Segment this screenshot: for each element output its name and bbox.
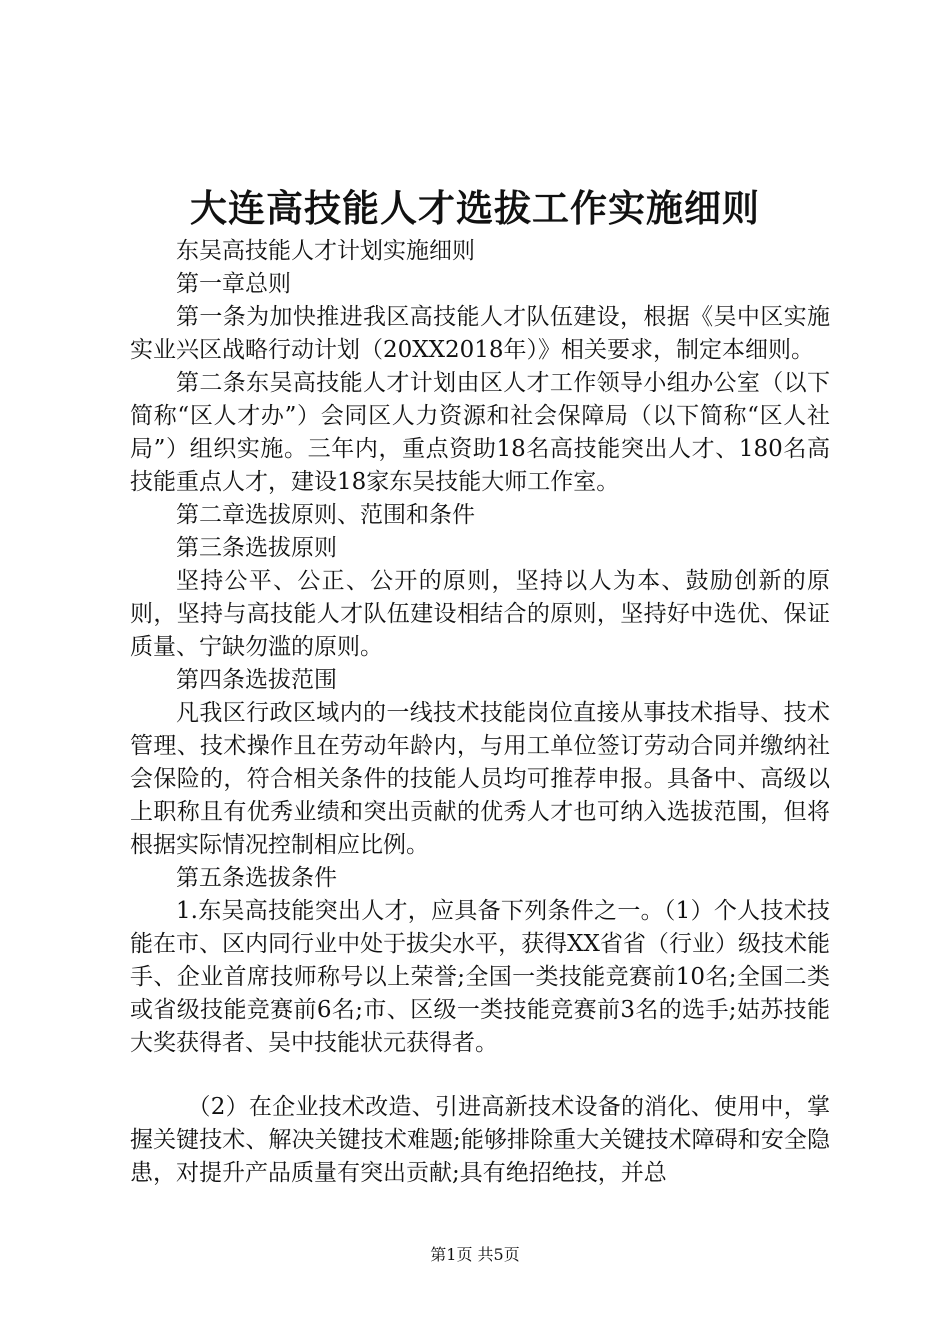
page-footer: 第1页 共5页 [430,1245,520,1264]
paragraph-subtitle: 东吴高技能人才计划实施细则 [176,238,475,264]
paragraph-article-1: 第一条为加快推进我区高技能人才队伍建设，根据《吴中区实施实业兴区战略行动计划（20XX2018年）》相关要求，制定本细则。 [130,304,830,363]
document-body [130,235,830,1190]
paragraph-article-5: 第五条选拔条件 [176,865,337,891]
paragraph-article-3: 第三条选拔原则 [176,535,337,561]
paragraph-article-4: 第四条选拔范围 [176,667,337,693]
paragraph-principles: 坚持公平、公正、公开的原则，坚持以人为本、鼓励创新的原则，坚持与高技能人才队伍建设相结合的原则，坚持好中选优、保证质量、宁缺勿滥的原则。 [130,568,830,660]
paragraph-condition-1: 1.东吴高技能突出人才，应具备下列条件之一。（1）个人技术技能在市、区内同行业中处于拔尖水平，获得XX省省（行业）级技术能手、企业首席技师称号以上荣誉;全国一类技能竞赛前10名;全国二类或省级技能竞赛前6名;市、区级一类技能竞赛前3名的选手;姑苏技能大奖获得者、吴中技能状元获得者。 [130,898,830,1056]
paragraph-chapter-2: 第二章选拔原则、范围和条件 [176,502,475,528]
paragraph-article-2: 第二条东吴高技能人才计划由区人才工作领导小组办公室（以下简称“区人才办”）会同区人力资源和社会保障局（以下简称“区人社局”）组织实施。三年内，重点资助18名高技能突出人才、180名高技能重点人才，建设18家东吴技能大师工作室。 [130,370,830,495]
paragraph-chapter-1: 第一章总则 [176,271,291,297]
paragraph-condition-2: （2）在企业技术改造、引进高新技术设备的消化、使用中，掌握关键技术、解决关键技术难题;能够排除重大关键技术障碍和安全隐患，对提升产品质量有突出贡献;具有绝招绝技，并总 [130,1094,830,1186]
document-title: 大连高技能人才选拔工作实施细则 [190,186,760,230]
paragraph-scope: 凡我区行政区域内的一线技术技能岗位直接从事技术指导、技术管理、技术操作且在劳动年龄内，与用工单位签订劳动合同并缴纳社会保险的，符合相关条件的技能人员均可推荐申报。具备中、高级以上职称且有优秀业绩和突出贡献的优秀人才也可纳入选拔范围，但将根据实际情况控制相应比例。 [130,700,830,858]
